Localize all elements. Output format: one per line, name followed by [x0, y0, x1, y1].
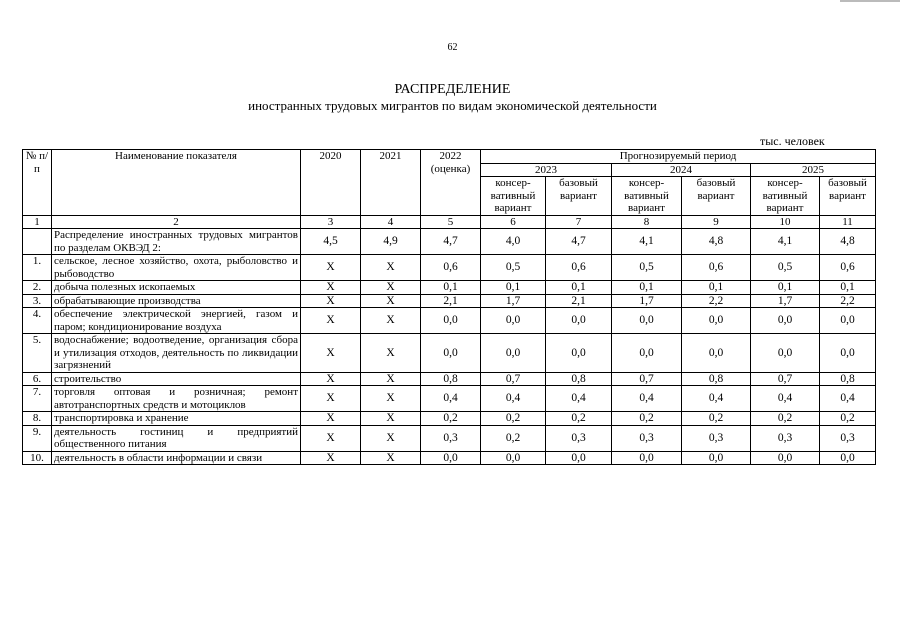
row-value: 2,1 [421, 294, 481, 308]
row-value: 0,2 [751, 412, 820, 426]
row-value: 4,7 [546, 229, 612, 255]
header-base: базовый вариант [546, 177, 612, 216]
header-conservative: консер-вативный вариант [612, 177, 682, 216]
row-number: 4. [23, 308, 52, 334]
header-2020: 2020 [301, 150, 361, 216]
row-value: 0,8 [546, 372, 612, 386]
row-value: 0,3 [682, 425, 751, 451]
row-value: 0,4 [612, 386, 682, 412]
row-value: Х [301, 372, 361, 386]
row-number: 3. [23, 294, 52, 308]
row-value: 4,1 [751, 229, 820, 255]
row-value: Х [361, 425, 421, 451]
table-row [23, 294, 876, 308]
row-value: 4,5 [301, 229, 361, 255]
row-name: транспортировка и хранение [52, 412, 301, 426]
row-name: добыча полезных ископаемых [52, 281, 301, 295]
header-forecast: Прогнозируемый период [481, 150, 876, 164]
row-value: 0,1 [612, 281, 682, 295]
row-value: 0,0 [481, 451, 546, 465]
header-2024: 2024 [612, 163, 751, 177]
table-row [23, 386, 876, 412]
header-base: базовый вариант [820, 177, 876, 216]
row-value: Х [301, 281, 361, 295]
row-value: 0,0 [481, 308, 546, 334]
row-value: 0,0 [546, 334, 612, 373]
header-name: Наименование показателя [52, 150, 301, 216]
row-name: водоснабжение; водоотведение, организация сбора и утилизация отходов, деятельность по ликвидации загрязнений [52, 334, 301, 373]
row-number [23, 229, 52, 255]
row-value: 0,7 [612, 372, 682, 386]
row-value: Х [361, 412, 421, 426]
row-value: 0,1 [751, 281, 820, 295]
row-value: Х [301, 255, 361, 281]
row-name: строительство [52, 372, 301, 386]
column-number: 2 [52, 215, 301, 229]
row-number: 7. [23, 386, 52, 412]
row-value: 4,7 [421, 229, 481, 255]
row-number: 8. [23, 412, 52, 426]
row-value: Х [301, 425, 361, 451]
row-name: обрабатывающие производства [52, 294, 301, 308]
row-value: 4,8 [682, 229, 751, 255]
row-number: 5. [23, 334, 52, 373]
scan-edge-mark [840, 0, 900, 2]
row-name: деятельность в области информации и связи [52, 451, 301, 465]
table-row [23, 425, 876, 451]
table-row [23, 255, 876, 281]
column-number: 5 [421, 215, 481, 229]
row-value: 2,2 [820, 294, 876, 308]
row-number: 10. [23, 451, 52, 465]
row-value: 0,8 [421, 372, 481, 386]
row-value: Х [361, 386, 421, 412]
row-value: Х [361, 334, 421, 373]
row-value: 0,0 [682, 334, 751, 373]
row-value: 0,3 [820, 425, 876, 451]
row-value: Х [361, 294, 421, 308]
table-row [23, 451, 876, 465]
row-value: Х [361, 372, 421, 386]
row-number: 6. [23, 372, 52, 386]
row-value: 0,6 [421, 255, 481, 281]
header-2023: 2023 [481, 163, 612, 177]
row-value: 0,3 [421, 425, 481, 451]
row-value: Х [361, 255, 421, 281]
row-value: 0,1 [546, 281, 612, 295]
column-number: 1 [23, 215, 52, 229]
row-value: 0,0 [546, 451, 612, 465]
document-subtitle: иностранных трудовых мигрантов по видам экономической деятельности [248, 98, 657, 113]
header-base: базовый вариант [682, 177, 751, 216]
row-value: 0,2 [682, 412, 751, 426]
row-value: 0,8 [820, 372, 876, 386]
row-value: 0,0 [751, 451, 820, 465]
row-value: 2,1 [546, 294, 612, 308]
row-value: 0,0 [820, 308, 876, 334]
header-conservative: консер-вативный вариант [481, 177, 546, 216]
column-number: 4 [361, 215, 421, 229]
row-value: 0,0 [682, 451, 751, 465]
row-value: 0,0 [421, 308, 481, 334]
row-name: обеспечение электрической энергией, газом и паром; кондиционирование воздуха [52, 308, 301, 334]
row-value: 0,0 [546, 308, 612, 334]
row-value: Х [361, 281, 421, 295]
header-2025: 2025 [751, 163, 876, 177]
column-number: 9 [682, 215, 751, 229]
row-value: 0,1 [682, 281, 751, 295]
row-value: 1,7 [481, 294, 546, 308]
column-number: 7 [546, 215, 612, 229]
row-value: 0,2 [421, 412, 481, 426]
row-value: 0,4 [421, 386, 481, 412]
table-row [23, 229, 876, 255]
row-value: Х [301, 294, 361, 308]
row-value: 0,5 [481, 255, 546, 281]
column-number: 6 [481, 215, 546, 229]
row-value: 0,0 [820, 451, 876, 465]
row-value: 0,0 [751, 308, 820, 334]
header-conservative: консер-вативный вариант [751, 177, 820, 216]
row-value: 0,2 [820, 412, 876, 426]
row-value: Х [361, 451, 421, 465]
row-name: деятельность гостиниц и предприятий общественного питания [52, 425, 301, 451]
row-value: 4,0 [481, 229, 546, 255]
header-2022: 2022 (оценка) [421, 150, 481, 216]
row-value: 0,7 [481, 372, 546, 386]
row-value: 1,7 [751, 294, 820, 308]
document-title: РАСПРЕДЕЛЕНИЕ [394, 82, 511, 97]
table-body [23, 229, 876, 465]
row-name: сельское, лесное хозяйство, охота, рыболовство и рыбоводство [52, 255, 301, 281]
row-value: 0,3 [751, 425, 820, 451]
row-value: 0,0 [820, 334, 876, 373]
row-value: 2,2 [682, 294, 751, 308]
row-value: 4,8 [820, 229, 876, 255]
row-number: 9. [23, 425, 52, 451]
table-row [23, 308, 876, 334]
row-value: 0,2 [612, 412, 682, 426]
row-value: 0,4 [481, 386, 546, 412]
row-value: 0,4 [546, 386, 612, 412]
row-value: 0,6 [820, 255, 876, 281]
row-value: 0,6 [682, 255, 751, 281]
row-value: 0,2 [546, 412, 612, 426]
row-value: 0,8 [682, 372, 751, 386]
column-number: 11 [820, 215, 876, 229]
page-number: 62 [447, 42, 458, 53]
row-value: 0,3 [612, 425, 682, 451]
row-value: 0,7 [751, 372, 820, 386]
table-row [23, 334, 876, 373]
row-value: 0,1 [481, 281, 546, 295]
row-name: торговля оптовая и розничная; ремонт автотранспортных средств и мотоциклов [52, 386, 301, 412]
row-value: Х [361, 308, 421, 334]
migrants-table [22, 149, 876, 465]
row-value: 0,5 [751, 255, 820, 281]
row-value: 0,0 [421, 334, 481, 373]
row-value: 0,0 [612, 451, 682, 465]
table-row [23, 372, 876, 386]
row-value: Х [301, 412, 361, 426]
row-value: 0,2 [481, 412, 546, 426]
row-number: 2. [23, 281, 52, 295]
table-row [23, 281, 876, 295]
row-value: 1,7 [612, 294, 682, 308]
column-number-row [23, 215, 876, 229]
row-value: 0,0 [682, 308, 751, 334]
row-name: Распределение иностранных трудовых мигрантов по разделам ОКВЭД 2: [52, 229, 301, 255]
table-header [23, 150, 876, 229]
column-number: 3 [301, 215, 361, 229]
row-value: 0,4 [751, 386, 820, 412]
header-num: № п/п [23, 150, 52, 216]
row-value: Х [301, 308, 361, 334]
row-value: 0,6 [546, 255, 612, 281]
row-value: 4,9 [361, 229, 421, 255]
table-row [23, 412, 876, 426]
row-value: 0,0 [481, 334, 546, 373]
row-value: 0,4 [682, 386, 751, 412]
row-value: 0,1 [820, 281, 876, 295]
units-label: тыс. человек [760, 134, 825, 148]
column-number: 8 [612, 215, 682, 229]
row-value: 0,5 [612, 255, 682, 281]
row-number: 1. [23, 255, 52, 281]
row-value: 0,0 [612, 334, 682, 373]
row-value: 0,0 [421, 451, 481, 465]
row-value: 0,2 [481, 425, 546, 451]
row-value: 0,3 [546, 425, 612, 451]
row-value: 4,1 [612, 229, 682, 255]
row-value: 0,0 [751, 334, 820, 373]
header-2021: 2021 [361, 150, 421, 216]
row-value: Х [301, 334, 361, 373]
row-value: Х [301, 451, 361, 465]
row-value: 0,0 [612, 308, 682, 334]
column-number: 10 [751, 215, 820, 229]
row-value: 0,1 [421, 281, 481, 295]
row-value: 0,4 [820, 386, 876, 412]
row-value: Х [301, 386, 361, 412]
